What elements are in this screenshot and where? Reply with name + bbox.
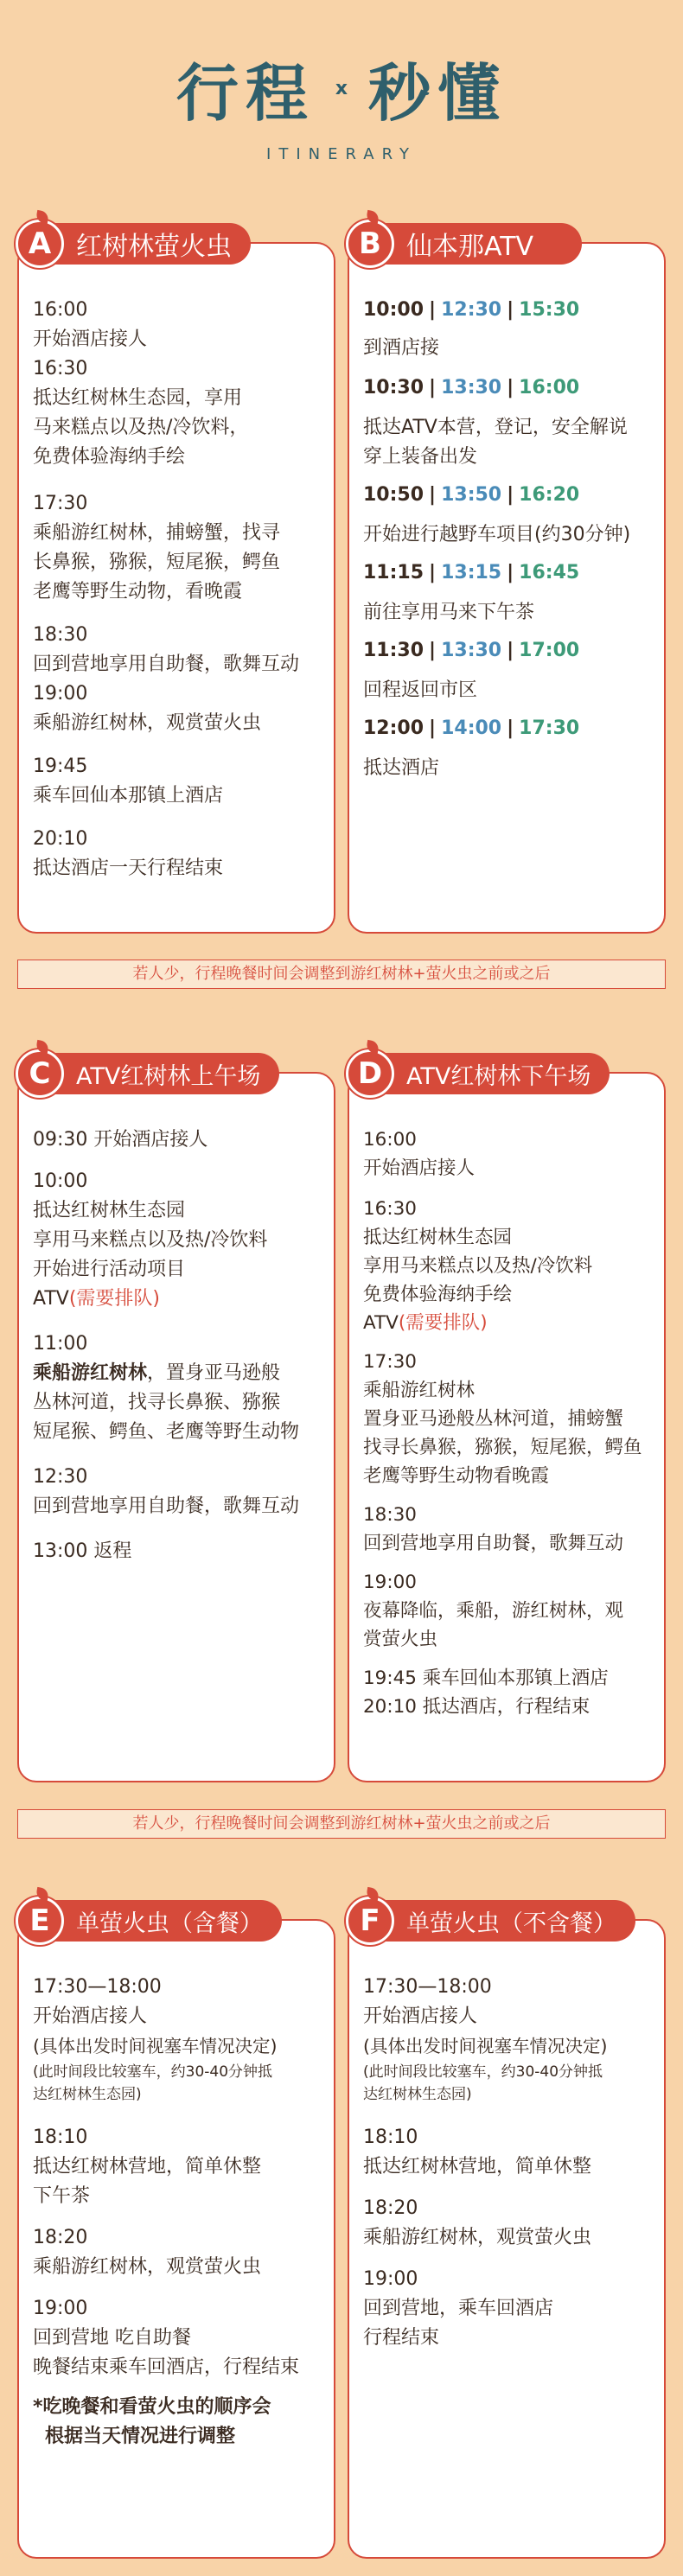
title-x: x (335, 77, 348, 99)
time: 18:20 (363, 2197, 418, 2219)
time-row: 11:30 | 13:30 | 17:00 (363, 640, 580, 661)
title-right: 秒懂 (368, 56, 507, 130)
desc: 回到营地，乘车回酒店 (363, 2298, 554, 2319)
time: 19:00 (363, 1572, 417, 1593)
desc: 短尾猴、鳄鱼、老鹰等野生动物 (33, 1421, 300, 1443)
time: 18:30 (363, 1504, 417, 1526)
queue-note: (需要排队) (398, 1312, 488, 1334)
time: 17:30 (33, 493, 88, 514)
card-title: 仙本那ATV (380, 223, 582, 265)
title-left: 行程 (176, 56, 315, 130)
desc: 回到营地 吃自助餐 (33, 2327, 191, 2349)
desc: 抵达红树林生态园 (33, 1200, 186, 1221)
desc: 乘船游红树林，观赏萤火虫 (363, 2227, 592, 2248)
note-bar: 若人少，行程晚餐时间会调整到游红树林+萤火虫之前或之后 (17, 1809, 666, 1839)
card-title: 红树林萤火虫 (50, 223, 251, 265)
desc: 夜幕降临，乘船，游红树林，观 (363, 1600, 624, 1622)
time: 16:00 (363, 1129, 417, 1151)
desc: 乘船游红树林 (363, 1380, 476, 1401)
badge-letter: D (346, 1049, 394, 1098)
card-e (17, 1903, 335, 2559)
badge-letter: B (346, 220, 394, 268)
footnote: *吃晚餐和看萤火虫的顺序会 (33, 2396, 271, 2418)
desc: 回到营地享用自助餐，歌舞互动 (33, 654, 300, 675)
desc: 抵达ATV本营，登记，安全解说 (363, 417, 628, 438)
badge-letter: F (346, 1897, 394, 1945)
time-desc: 13:00 返程 (33, 1540, 132, 1562)
desc-small: 达红树林生态园) (363, 2086, 472, 2103)
desc: (具体出发时间视塞车情况决定) (363, 2036, 608, 2056)
subtitle: ITINERARY (266, 145, 417, 163)
card-c (17, 1056, 335, 1782)
desc: 开始酒店接人 (33, 2005, 148, 2027)
footnote: 根据当天情况进行调整 (45, 2426, 236, 2447)
time: 18:30 (33, 624, 88, 646)
time: 16:30 (33, 358, 88, 379)
time: 10:00 (33, 1170, 88, 1192)
desc: 前往享用马来下午茶 (363, 602, 535, 623)
atv-line: ATV(需要排队) (33, 1288, 161, 1310)
time: 18:10 (363, 2126, 418, 2148)
time: 18:20 (33, 2227, 88, 2248)
time: 17:30—18:00 (363, 1976, 492, 1998)
time: 16:00 (33, 299, 88, 321)
desc: 开始酒店接人 (33, 328, 148, 350)
badge-e (16, 1898, 263, 1943)
card-c-body (19, 1074, 334, 1584)
time-desc: 09:30 开始酒店接人 (33, 1129, 208, 1151)
desc: 找寻长鼻猴，猕猴，短尾猴，鳄鱼 (363, 1437, 642, 1458)
desc: 开始酒店接人 (363, 1157, 476, 1179)
desc: 免费体验海纳手绘 (33, 446, 186, 468)
desc: 晚餐结束乘车回酒店，行程结束 (33, 2356, 300, 2378)
time-row: 11:15 | 13:15 | 16:45 (363, 562, 580, 583)
desc-small: 达红树林生态园) (33, 2086, 142, 2103)
desc: 置身亚马逊般丛林河道，捕螃蟹 (363, 1408, 624, 1430)
note-bar: 若人少，行程晚餐时间会调整到游红树林+萤火虫之前或之后 (17, 960, 666, 989)
time: 17:30 (363, 1351, 417, 1373)
desc: 老鹰等野生动物看晚霞 (363, 1465, 550, 1487)
desc: 长鼻猴，猕猴，短尾猴，鳄鱼 (33, 552, 281, 573)
desc: 丛林河道，找寻长鼻猴、猕猴 (33, 1392, 281, 1413)
time: 19:00 (33, 2298, 88, 2319)
time: 19:00 (33, 683, 88, 705)
desc: 回程返回市区 (363, 679, 478, 701)
desc: 享用马来糕点以及热/冷饮料 (363, 1255, 593, 1277)
desc: 赏萤火虫 (363, 1629, 438, 1650)
desc: 免费体验海纳手绘 (363, 1284, 513, 1305)
badge-a (16, 221, 232, 266)
desc-small: (此时间段比较塞车，约30-40分钟抵 (363, 2063, 603, 2081)
desc: 开始酒店接人 (363, 2005, 478, 2027)
card-title: ATV红树林下午场 (380, 1053, 610, 1094)
card-f (348, 1903, 666, 2559)
card-b (348, 226, 666, 934)
card-title: 单萤火虫（含餐） (50, 1900, 282, 1942)
desc: (具体出发时间视塞车情况决定) (33, 2036, 278, 2056)
desc: 乘车回仙本那镇上酒店 (33, 785, 224, 807)
badge-letter: C (16, 1049, 64, 1098)
card-b-body (349, 244, 664, 800)
desc: 穿上装备出发 (363, 446, 478, 468)
time: 17:30—18:00 (33, 1976, 162, 1998)
time-row: 10:00 | 12:30 | 15:30 (363, 299, 580, 321)
desc: 乘船游红树林，置身亚马逊般 (33, 1362, 281, 1384)
desc: 老鹰等野生动物，看晚霞 (33, 581, 243, 603)
desc: 享用马来糕点以及热/冷饮料 (33, 1229, 268, 1251)
badge-f (346, 1898, 616, 1943)
badge-c (16, 1051, 261, 1096)
page-header (0, 43, 683, 163)
time: 16:30 (363, 1198, 417, 1220)
card-a (17, 226, 335, 934)
desc-small: (此时间段比较塞车，约30-40分钟抵 (33, 2063, 273, 2081)
time-desc: 20:10 抵达酒店，行程结束 (363, 1696, 590, 1718)
time: 20:10 (33, 828, 88, 850)
time-desc: 19:45 乘车回仙本那镇上酒店 (363, 1667, 609, 1689)
desc: 抵达红树林营地，简单休整 (363, 2156, 592, 2177)
desc: 行程结束 (363, 2327, 440, 2349)
desc: 抵达红树林生态园，享用 (33, 387, 243, 409)
desc: 到酒店接 (363, 337, 440, 359)
desc: 马来糕点以及热/冷饮料， (33, 417, 249, 438)
atv-line: ATV(需要排队) (363, 1312, 488, 1334)
time-row: 12:00 | 14:00 | 17:30 (363, 717, 580, 739)
badge-letter: A (16, 220, 64, 268)
desc: 抵达红树林生态园 (363, 1227, 513, 1248)
time: 12:30 (33, 1466, 88, 1488)
time: 19:00 (363, 2268, 418, 2290)
badge-b (346, 221, 534, 266)
card-title: 单萤火虫（不含餐） (380, 1900, 635, 1942)
time-row: 10:50 | 13:50 | 16:20 (363, 484, 580, 506)
badge-letter: E (16, 1897, 64, 1945)
queue-note: (需要排队) (68, 1288, 161, 1310)
time: 19:45 (33, 756, 88, 777)
desc: 下午茶 (33, 2185, 91, 2207)
card-e-body (19, 1921, 334, 2469)
desc: 乘船游红树林，观赏萤火虫 (33, 2256, 262, 2278)
time-row: 10:30 | 13:30 | 16:00 (363, 377, 580, 399)
card-f-body (349, 1921, 664, 2370)
card-title: ATV红树林上午场 (50, 1053, 279, 1094)
time: 11:00 (33, 1333, 88, 1355)
badge-d (346, 1051, 591, 1096)
desc: 回到营地享用自助餐，歌舞互动 (363, 1533, 624, 1554)
card-d-body (349, 1074, 664, 1738)
desc: 开始进行越野车项目(约30分钟) (363, 524, 631, 545)
desc: 开始进行活动项目 (33, 1259, 186, 1280)
time: 18:10 (33, 2126, 88, 2148)
card-a-body (19, 244, 334, 901)
desc: 抵达红树林营地，简单休整 (33, 2156, 262, 2177)
desc: 乘船游红树林，观赏萤火虫 (33, 712, 262, 734)
desc: 乘船游红树林，捕螃蟹，找寻 (33, 522, 281, 544)
desc: 回到营地享用自助餐，歌舞互动 (33, 1495, 300, 1517)
card-d (348, 1056, 666, 1782)
desc: 抵达酒店一天行程结束 (33, 858, 224, 879)
desc: 抵达酒店 (363, 757, 440, 779)
